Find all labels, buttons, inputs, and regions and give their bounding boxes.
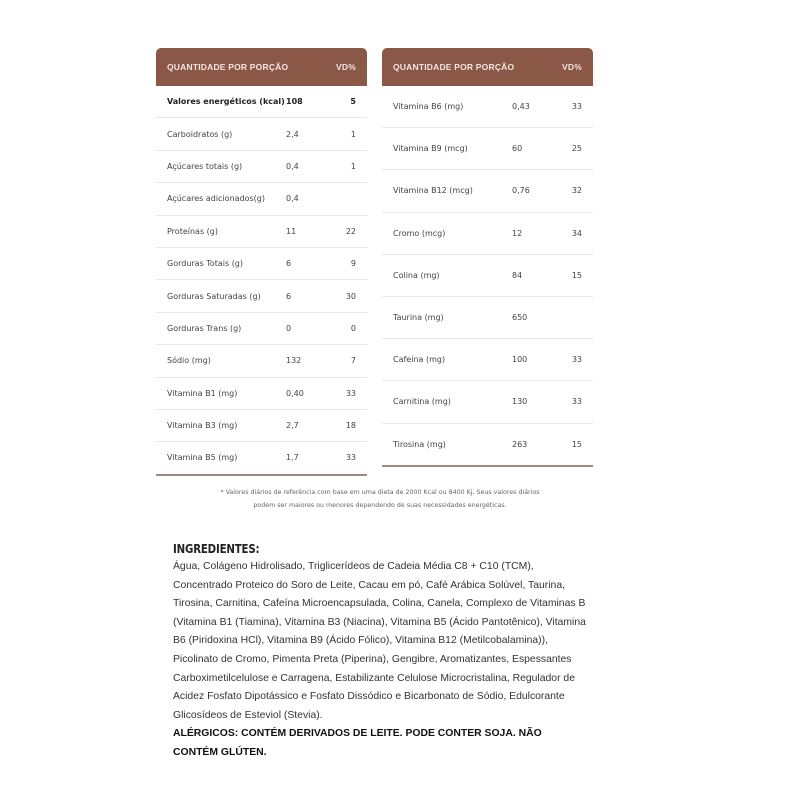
table-row [382,170,593,212]
nutrient-quantity: 6 [286,291,292,301]
header-vd-label: VD% [336,62,356,72]
nutrient-name: Vitamina B9 (mcg) [393,144,468,154]
nutrient-vd: 33 [571,102,582,112]
nutrient-vd: 1 [350,161,356,171]
nutrient-quantity: 100 [512,355,528,365]
nutrient-quantity: 263 [512,439,528,449]
table-row [382,213,593,255]
table-row [156,345,367,377]
nutrient-vd: 25 [571,144,582,154]
nutrient-vd: 33 [571,397,582,407]
nutrient-vd: 7 [350,356,356,366]
nutrient-quantity: 0 [286,323,292,333]
nutrient-name: Carnitina (mg) [393,397,451,407]
table-row [382,381,593,423]
nutrient-quantity: 0,4 [286,161,299,171]
nutrient-vd: 22 [345,226,356,236]
nutrient-quantity: 2,4 [286,129,299,139]
nutrient-name: Cromo (mcg) [393,228,446,238]
table-row [156,86,367,118]
nutrient-vd: 0 [350,323,356,333]
table-header [156,48,367,86]
footnote-line-1: * Valores diários de referência com base em uma dieta de 2000 Kcal ou 8400 Kj. Seus valores diários [220,489,540,496]
nutrient-name: Gorduras Trans (g) [167,323,242,333]
nutrient-quantity: 130 [512,397,528,407]
table-row [382,424,593,467]
table-row [156,183,367,215]
nutrient-name: Vitamina B6 (mg) [393,102,464,112]
table-row [382,128,593,170]
nutrient-vd: 33 [571,355,582,365]
table-row [156,248,367,280]
nutrient-quantity: 132 [286,356,302,366]
table-row [156,378,367,410]
nutrient-name: Gorduras Saturadas (g) [167,291,261,301]
table-row [156,280,367,312]
table-row [156,442,367,475]
nutrient-vd: 1 [350,129,356,139]
nutrient-quantity: 0,43 [512,102,530,112]
nutrient-name: Vitamina B12 (mcg) [393,186,473,196]
table-row [156,216,367,248]
nutrient-name: Vitamina B1 (mg) [167,388,238,398]
nutrient-quantity: 108 [286,97,303,107]
nutrient-quantity: 12 [512,228,523,238]
nutrient-vd: 30 [345,291,356,301]
nutrient-vd: 15 [571,439,582,449]
footnote-line-2: podem ser maiores ou menores dependendo de suas necessidades energéticas. [253,502,507,509]
nutrient-quantity: 0,4 [286,194,299,204]
nutrient-vd: 5 [350,97,356,107]
ingredients-section [173,542,588,763]
nutrient-quantity: 6 [286,259,292,269]
allergy-warning: ALÉRGICOS: CONTÉM DERIVADOS DE LEITE. PODE CONTER SOJA. NÃO CONTÉM GLÚTEN. [173,728,542,758]
nutrient-quantity: 11 [286,226,297,236]
nutrient-name: Sódio (mg) [167,356,211,366]
table-row [156,410,367,442]
nutrient-name: Carboidratos (g) [167,129,233,139]
nutrient-vd: 33 [345,388,356,398]
nutrient-quantity: 84 [512,270,523,280]
nutrient-name: Vitamina B5 (mg) [167,453,238,463]
header-quantity-label: QUANTIDADE POR PORÇÃO [167,62,289,72]
nutrient-quantity: 0,76 [512,186,530,196]
nutrient-name: Proteínas (g) [167,226,218,236]
nutrient-name: Açúcares adicionados(g) [167,194,265,204]
nutrient-name: Cafeína (mg) [393,355,446,365]
table-row [156,313,367,345]
table-row [156,118,367,150]
nutrient-name: Colina (mg) [393,270,440,280]
nutrient-name: Valores energéticos (kcal) [167,97,285,107]
footnote [170,486,590,512]
nutrient-name: Açúcares totais (g) [167,161,243,171]
nutrient-quantity: 1,7 [286,453,299,463]
table-header [382,48,593,86]
nutrient-name: Tirosina (mg) [393,439,446,449]
table-row [156,151,367,183]
table-row [382,297,593,339]
nutrient-name: Gorduras Totais (g) [167,259,244,269]
nutrient-vd: 32 [571,186,582,196]
nutrient-quantity: 650 [512,313,528,323]
nutrition-table-left [156,48,367,476]
nutrition-table-right [382,48,593,467]
nutrient-vd: 33 [345,453,356,463]
header-vd-label: VD% [562,62,582,72]
nutrient-vd: 9 [350,259,356,269]
header-quantity-label: QUANTIDADE POR PORÇÃO [393,62,515,72]
table-row [382,339,593,381]
nutrient-quantity: 0,40 [286,388,304,398]
ingredients-title: INGREDIENTES: [173,542,260,556]
nutrient-vd: 18 [345,421,356,431]
nutrient-quantity: 60 [512,144,523,154]
nutrient-vd: 15 [571,270,582,280]
table-row [382,255,593,297]
nutrient-name: Taurina (mg) [393,313,444,323]
table-row [382,86,593,128]
nutrient-quantity: 2,7 [286,421,299,431]
nutrient-name: Vitamina B3 (mg) [167,421,238,431]
nutrient-vd: 34 [571,228,582,238]
ingredients-text: Água, Colágeno Hidrolisado, Triglicerídeos de Cadeia Média C8 + C10 (TCM), Concentrado Proteico do Soro de Leite, Cacau em pó, Café Arábica Solúvel, Taurina, Tirosina, Carnitina, Cafeína Microencapsulada, Colina, Canela, Complexo de Vitaminas B (Vitamina B1 (Tiamina), Vitamina B3 (Niacina), Vitamina B5 (Ácido Pantotênico), Vitamina B6 (Piridoxina HCl), Vitamina B9 (Ácido Fólico), Vitamina B12 (Metilcobalamina)), Picolinato de Cromo, Pimenta Preta (Piperina), Gengibre, Aromatizantes, Espessantes Carboximetilcelulose e Carragena, Estabilizante Celulose Microcristalina, Regulador de Acidez Fosfato Dipotássico e Fosfato Dissódico e Bicarbonato de Sódio, Edulcorante Glicosídeos de Esteviol (Stevia). [173,561,586,721]
